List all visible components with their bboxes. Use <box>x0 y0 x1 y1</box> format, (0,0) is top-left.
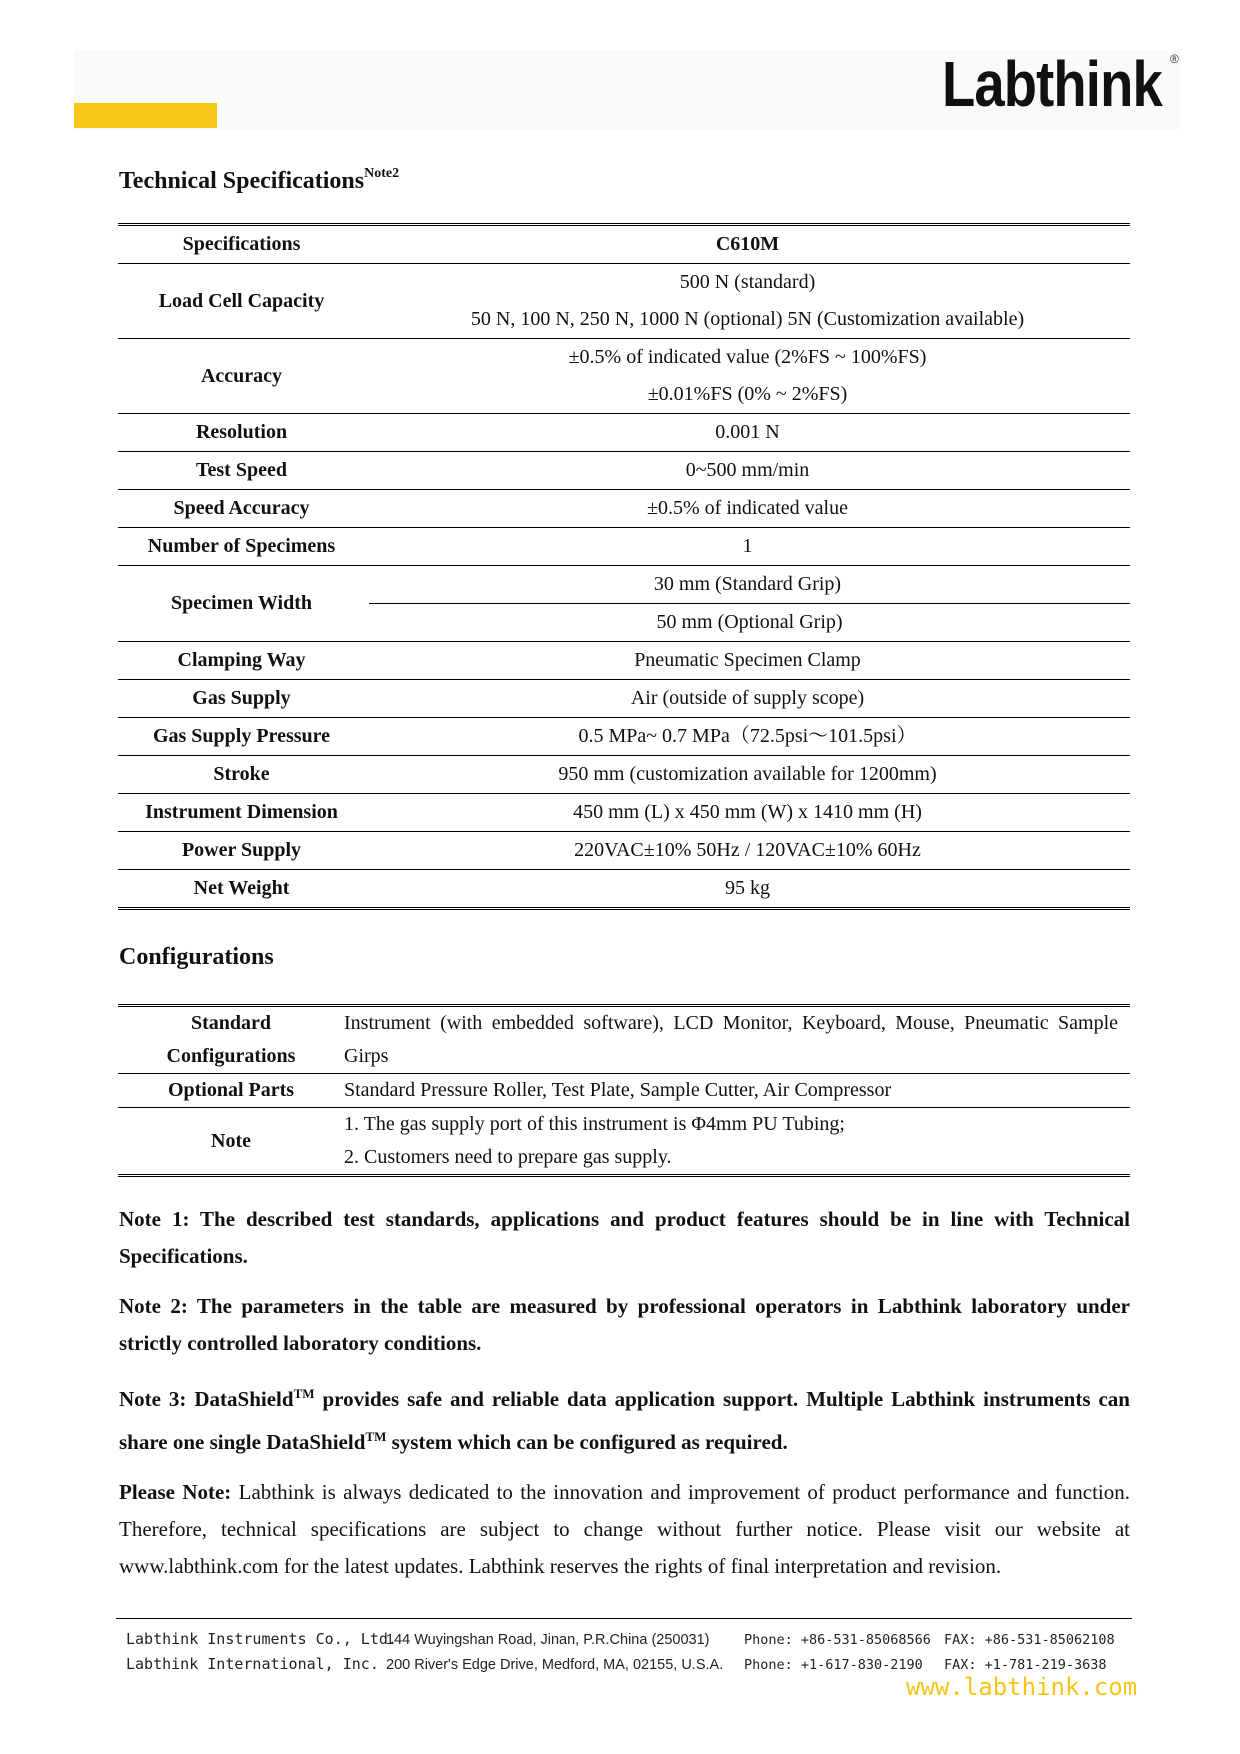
spec-label: Number of Specimens <box>118 528 365 566</box>
spec-value: 50 N, 100 N, 250 N, 1000 N (optional) 5N (Customization available) <box>470 308 1025 330</box>
spec-header-label: Specifications <box>182 233 301 255</box>
spec-value: 0.001 N <box>365 414 1130 452</box>
table-row <box>118 264 1130 302</box>
spec-label: Net Weight <box>118 870 365 909</box>
spec-label: Speed Accuracy <box>118 490 365 528</box>
footer-phone: Phone: +86-531-85068566 <box>744 1632 931 1648</box>
spec-value: Pneumatic Specimen Clamp <box>365 642 1130 680</box>
please-note: Please Note: Labthink is always dedicated to the innovation and improvement of product performance and function. Therefore, technical specifications are subject to change without further notice. Please visit our website at www.labthink.com for the latest updates. Labthink reserves the rights of final interpretation and revision. <box>119 1480 1130 1578</box>
spec-value: ±0.01%FS (0% ~ 2%FS) <box>647 383 848 405</box>
config-label: Standard Configurations <box>166 1012 296 1067</box>
table-row <box>118 339 1130 377</box>
config-value: Standard Pressure Roller, Test Plate, Sample Cutter, Air Compressor <box>344 1074 1130 1108</box>
table-row <box>118 718 1130 756</box>
table-row <box>118 490 1130 528</box>
spec-value: 450 mm (L) x 450 mm (W) x 1410 mm (H) <box>365 794 1130 832</box>
footer-fax: FAX: +1-781-219-3638 <box>944 1657 1107 1673</box>
config-title: Configurations <box>119 944 274 970</box>
spec-value: ±0.5% of indicated value <box>365 490 1130 528</box>
table-row <box>118 642 1130 680</box>
config-value: Instrument (with embedded software), LCD Monitor, Keyboard, Mouse, Pneumatic Sample Girps <box>344 1012 1118 1067</box>
spec-value: 0~500 mm/min <box>365 452 1130 490</box>
footer-phone: Phone: +1-617-830-2190 <box>744 1657 923 1673</box>
spec-label: Test Speed <box>118 452 365 490</box>
spec-label: Load Cell Capacity <box>118 264 365 339</box>
table-row <box>118 832 1130 870</box>
config-table <box>118 1004 1130 1177</box>
spec-value: 220VAC±10% 50Hz / 120VAC±10% 60Hz <box>365 832 1130 870</box>
table-row <box>118 528 1130 566</box>
spec-table <box>118 223 1130 910</box>
accent-bar <box>74 103 217 128</box>
table-row <box>118 452 1130 490</box>
footer-line-2 <box>126 1655 1107 1673</box>
spec-value: 30 mm (Standard Grip) <box>365 566 1130 604</box>
spec-label: Clamping Way <box>118 642 365 680</box>
spec-label: Specimen Width <box>118 566 365 642</box>
footer-address: 200 River's Edge Drive, Medford, MA, 02155, U.S.A. <box>386 1657 724 1673</box>
spec-label: Power Supply <box>118 832 365 870</box>
note-3: Note 3: DataShield™ provides safe and reliable data application support. Multiple Labthink instruments can share one single DataShield™ system which can be configured as required. <box>119 1386 1130 1454</box>
spec-label: Gas Supply <box>118 680 365 718</box>
footer-line-1 <box>126 1630 1115 1648</box>
spec-header-model: C610M <box>715 233 780 255</box>
table-row <box>118 566 1130 604</box>
spec-value: Air (outside of supply scope) <box>365 680 1130 718</box>
table-row <box>118 1074 1130 1108</box>
config-label: Optional Parts <box>118 1074 344 1108</box>
footer-website-link[interactable]: www.labthink.com <box>906 1673 1138 1701</box>
footer-company: Labthink Instruments Co., Ltd. <box>126 1630 397 1648</box>
registered-mark: ® <box>1170 52 1179 66</box>
footer-address: 144 Wuyingshan Road, Jinan, P.R.China (250031) <box>386 1632 710 1648</box>
note-1: Note 1: The described test standards, applications and product features should be in line with Technical Specifications. <box>119 1207 1130 1268</box>
spec-value: 950 mm (customization available for 1200mm) <box>365 756 1130 794</box>
notes-section <box>119 1201 1130 1598</box>
footer-fax: FAX: +86-531-85062108 <box>944 1632 1115 1648</box>
spec-label: Resolution <box>118 414 365 452</box>
config-label: Note <box>118 1108 344 1176</box>
spec-value: 1 <box>365 528 1130 566</box>
table-row <box>118 870 1130 909</box>
footer-company: Labthink International, Inc. <box>126 1655 379 1673</box>
table-row <box>118 680 1130 718</box>
config-value: 1. The gas supply port of this instrument is Φ4mm PU Tubing; 2. Customers need to prepare gas supply. <box>344 1108 1130 1176</box>
table-row <box>118 1006 1130 1074</box>
spec-label: Stroke <box>118 756 365 794</box>
spec-value: 500 N (standard) <box>365 264 1130 302</box>
table-row <box>118 794 1130 832</box>
tech-spec-title: Technical Specifications$^{Note2}$ <box>119 166 400 194</box>
footer-divider <box>116 1618 1132 1619</box>
title-note-ref: Note2 <box>364 166 400 181</box>
spec-header-row <box>118 225 1130 264</box>
spec-label: Accuracy <box>118 339 365 414</box>
table-row <box>118 414 1130 452</box>
spec-value: ±0.5% of indicated value (2%FS ~ 100%FS) <box>365 339 1130 377</box>
table-row <box>118 756 1130 794</box>
spec-label: Instrument Dimension <box>118 794 365 832</box>
table-row <box>118 1108 1130 1176</box>
spec-value: 50 mm (Optional Grip) <box>369 604 1130 642</box>
spec-value: 95 kg <box>365 870 1130 909</box>
note-2: Note 2: The parameters in the table are measured by professional operators in Labthink laboratory under strictly controlled laboratory conditions. <box>119 1294 1130 1355</box>
spec-label: Gas Supply Pressure <box>118 718 365 756</box>
spec-value: 0.5 MPa~ 0.7 MPa（72.5psi～101.5psi） <box>365 718 1130 756</box>
labthink-logo: Labthink <box>942 48 1162 120</box>
